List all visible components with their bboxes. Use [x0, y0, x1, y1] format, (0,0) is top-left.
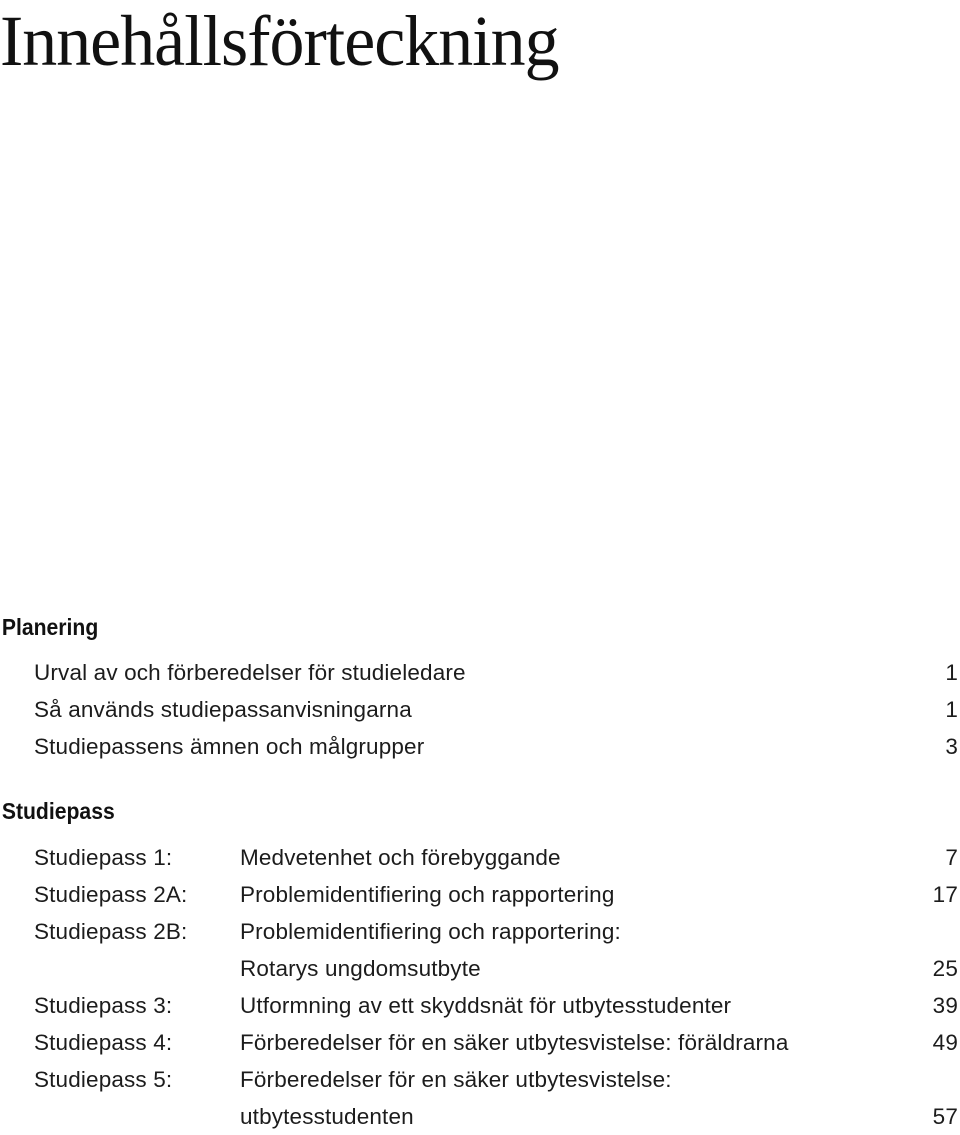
toc-entry-label: Studiepass 1:	[34, 845, 173, 870]
toc-entry-title-continued: Rotarys ungdomsutbyte	[240, 956, 481, 981]
toc-entry[interactable]	[0, 1061, 960, 1098]
toc-entry[interactable]	[0, 691, 960, 728]
toc-list-planering	[0, 654, 960, 765]
toc-entry[interactable]	[0, 913, 960, 950]
toc-entry-page: 1	[945, 660, 958, 685]
section-heading-studiepass: Studiepass	[1, 798, 115, 824]
toc-entry-title: Urval av och förberedelser för studieledare	[34, 660, 466, 685]
toc-entry-continuation[interactable]	[0, 1098, 960, 1135]
toc-entry-title: Förberedelser för en säker utbytesvistelse: föräldrarna	[240, 1030, 789, 1055]
toc-entry[interactable]	[0, 654, 960, 691]
toc-entry-title: Förberedelser för en säker utbytesvistelse:	[240, 1067, 672, 1092]
toc-entry-label: Studiepass 3:	[34, 993, 173, 1018]
toc-list-studiepass	[0, 839, 960, 1135]
toc-section-planering	[0, 612, 960, 765]
toc-section-studiepass	[0, 796, 960, 1135]
toc-entry-title-continued: utbytesstudenten	[240, 1104, 414, 1129]
toc-entry-label: Studiepass 2A:	[34, 882, 188, 907]
toc-entry-label: Studiepass 5:	[34, 1067, 173, 1092]
toc-entry[interactable]	[0, 839, 960, 876]
toc-entry-page: 25	[932, 956, 958, 981]
toc-entry-title: Medvetenhet och förebyggande	[240, 845, 561, 870]
toc-entry[interactable]	[0, 1024, 960, 1061]
toc-entry-title: Så används studiepassanvisningarna	[34, 697, 412, 722]
page-title: Innehållsförteckning	[0, 1, 559, 81]
toc-entry-title: Problemidentifiering och rapportering:	[240, 919, 621, 944]
toc-entry-continuation[interactable]	[0, 950, 960, 987]
toc-entry-label: Studiepass 2B:	[34, 919, 188, 944]
toc-entry-page: 57	[932, 1104, 958, 1129]
toc-entry[interactable]	[0, 987, 960, 1024]
section-heading-planering: Planering	[1, 614, 99, 640]
toc-entry-title: Problemidentifiering och rapportering	[240, 882, 615, 907]
toc-entry-title: Utformning av ett skyddsnät för utbytesstudenter	[240, 993, 732, 1018]
toc-entry-page: 1	[945, 697, 958, 722]
toc-entry-page: 49	[932, 1030, 958, 1055]
toc-entry-label: Studiepass 4:	[34, 1030, 173, 1055]
toc-entry-page: 39	[932, 993, 958, 1018]
toc-entry-page: 7	[945, 845, 958, 870]
toc-entry-page: 3	[945, 734, 958, 759]
toc-entry[interactable]	[0, 876, 960, 913]
toc-entry[interactable]	[0, 728, 960, 765]
toc-entry-title: Studiepassens ämnen och målgrupper	[34, 734, 425, 759]
toc-entry-page: 17	[932, 882, 958, 907]
